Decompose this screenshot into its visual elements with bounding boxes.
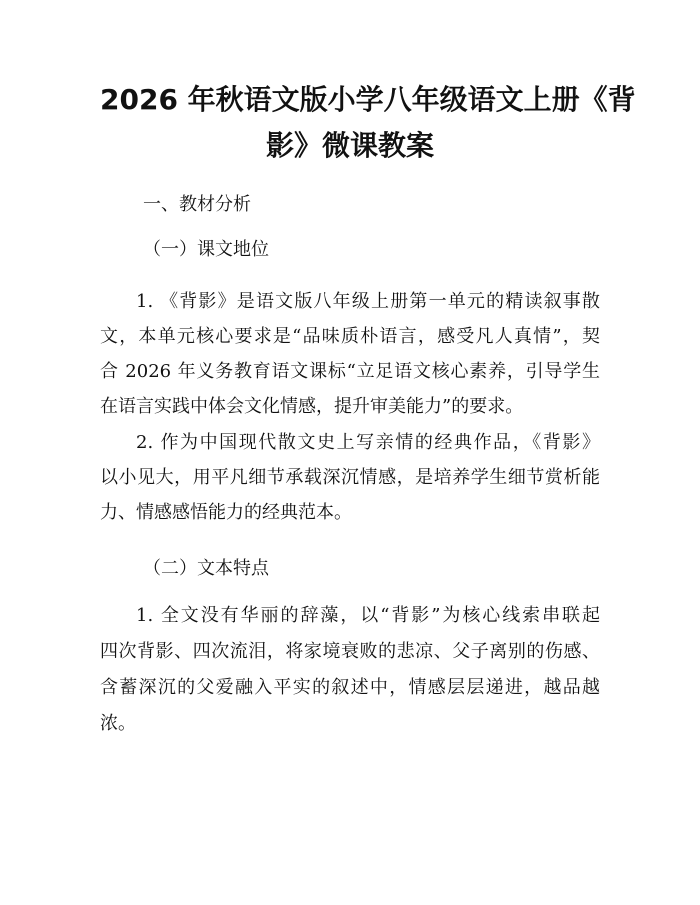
- paragraph-1-line: 在语言实践中体会文化情感，提升审美能力”的要求。: [100, 396, 524, 417]
- paragraph-1-line: 文，本单元核心要求是“品味质朴语言，感受凡人真情”，契: [100, 326, 600, 347]
- paragraph-3-line: 1. 全文没有华丽的辞藻，以“背影”为核心线索串联起: [136, 605, 600, 626]
- paragraph-1-line: 合 2026 年义务教育语文课标“立足语文核心素养，引导学生: [100, 361, 600, 382]
- paragraph-2-line: 以小见大，用平凡细节承载深沉情感，是培养学生细节赏析能: [100, 467, 600, 488]
- subsection-heading-text-features: （二）文本特点: [143, 558, 269, 579]
- paragraph-2-line: 2. 作为中国现代散文史上写亲情的经典作品，《背影》: [136, 432, 600, 453]
- section-heading-textbook-analysis: 一、教材分析: [143, 194, 251, 215]
- paragraph-3-line: 含蓄深沉的父爱融入平实的叙述中，情感层层递进，越品越: [100, 677, 600, 698]
- paragraph-2-line: 力、情感感悟能力的经典范本。: [100, 502, 352, 523]
- paragraph-3-line: 四次背影、四次流泪，将家境衰败的悲凉、父子离别的伤感、: [100, 641, 600, 662]
- subsection-heading-text-position: （一）课文地位: [143, 239, 269, 260]
- document-title-line-1: 2026 年秋语文版小学八年级语文上册《背: [100, 83, 636, 116]
- paragraph-1-line: 1. 《背影》是语文版八年级上册第一单元的精读叙事散: [136, 291, 600, 312]
- paragraph-3-line: 浓。: [100, 713, 136, 734]
- document-title-line-2: 影》微课教案: [265, 129, 434, 162]
